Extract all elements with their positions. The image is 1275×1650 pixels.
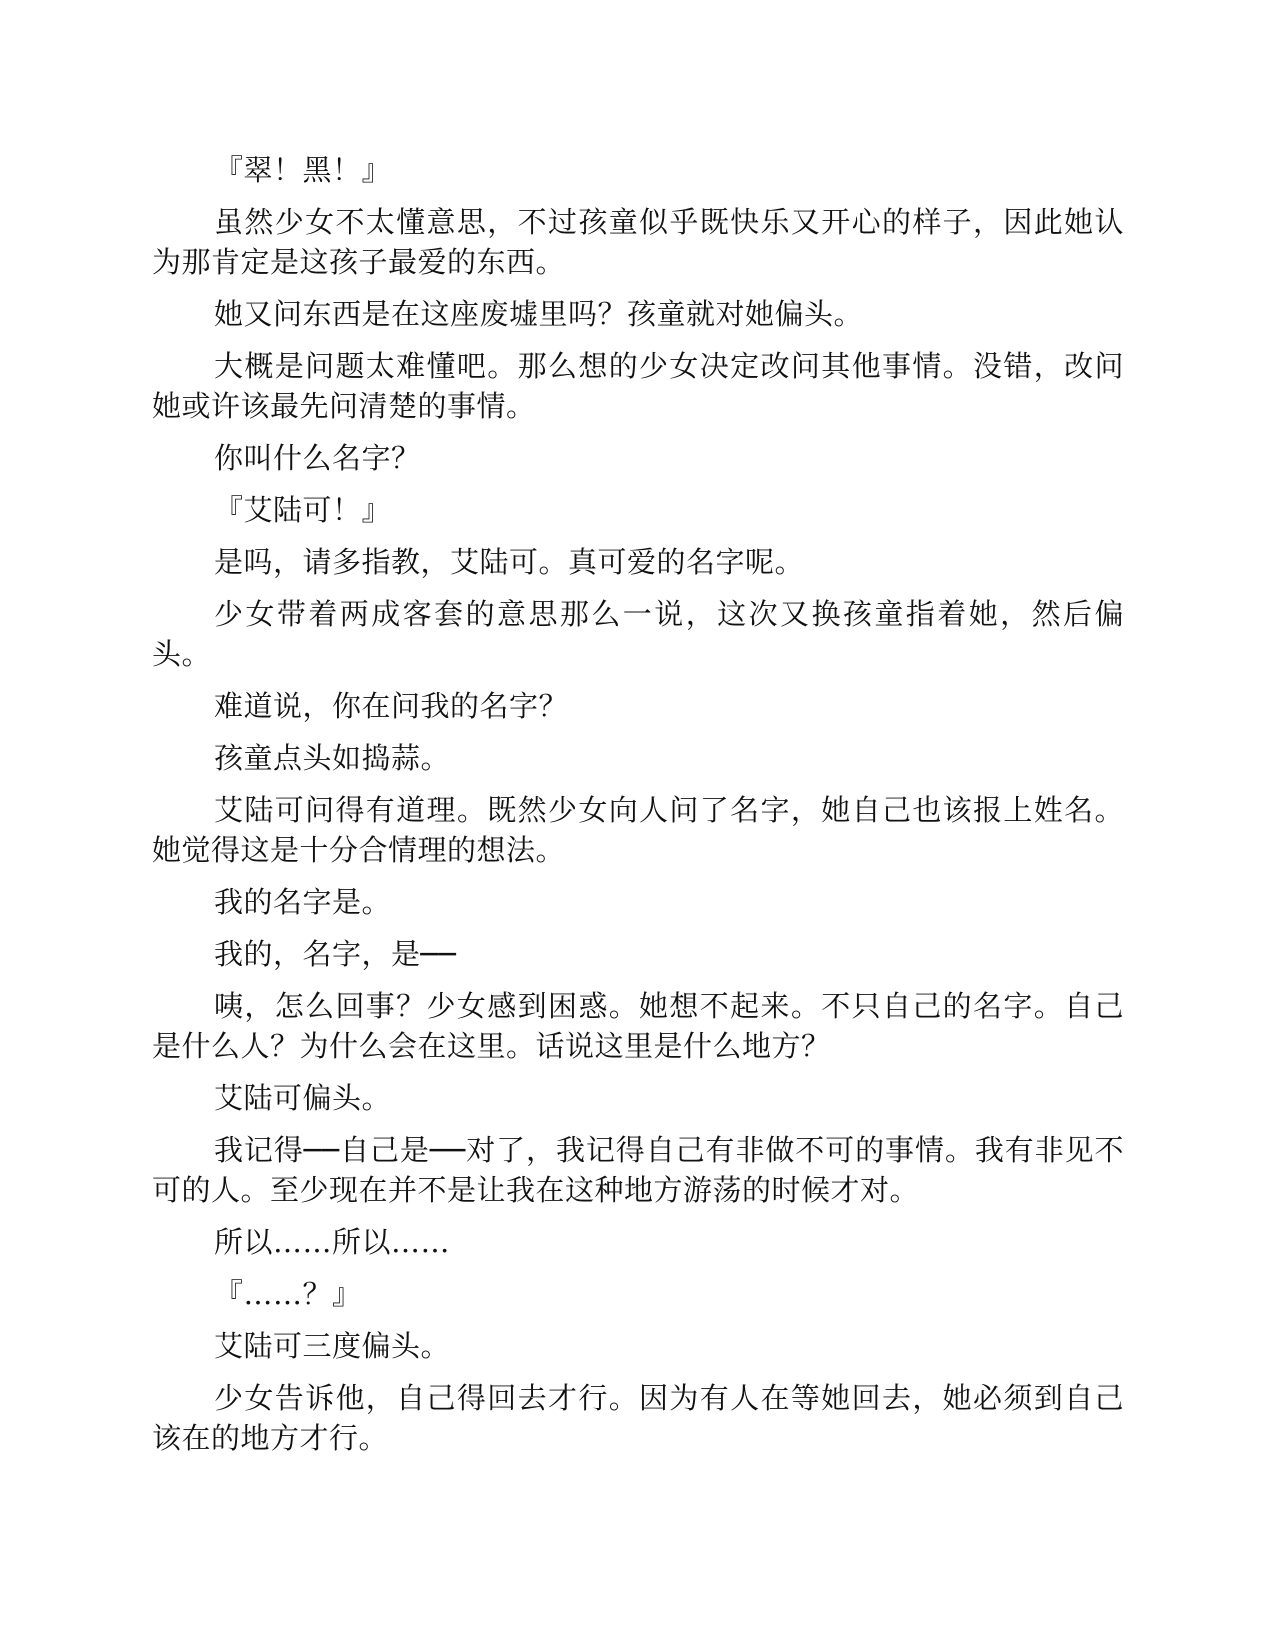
paragraph-8: 少女带着两成客套的意思那么一说，这次又换孩童指着她，然后偏头。 xyxy=(152,597,1124,671)
paragraph-18: 『……？』 xyxy=(214,1277,362,1311)
paragraph-4: 大概是问题太难懂吧。那么想的少女决定改问其他事情。没错，改问她或许该最先问清楚的事情。 xyxy=(152,349,1124,423)
paragraph-2: 虽然少女不太懂意思，不过孩童似乎既快乐又开心的样子，因此她认为那肯定是这孩子最爱的东西。 xyxy=(152,205,1124,279)
paragraph-11: 艾陆可问得有道理。既然少女向人问了名字，她自己也该报上姓名。她觉得这是十分合情理的想法。 xyxy=(152,793,1124,867)
paragraph-13: 我的，名字，是── xyxy=(214,937,457,971)
paragraph-12: 我的名字是。 xyxy=(214,885,392,919)
paragraph-3: 她又问东西是在这座废墟里吗？孩童就对她偏头。 xyxy=(214,297,864,331)
paragraph-10: 孩童点头如捣蒜。 xyxy=(214,741,451,775)
paragraph-1: 『翠！黑！』 xyxy=(214,153,392,187)
paragraph-9: 难道说，你在问我的名字？ xyxy=(214,689,569,723)
paragraph-14: 咦，怎么回事？少女感到困惑。她想不起来。不只自己的名字。自己是什么人？为什么会在这里。话说这里是什么地方？ xyxy=(152,989,1124,1063)
paragraph-7: 是吗，请多指教，艾陆可。真可爱的名字呢。 xyxy=(214,545,805,579)
paragraph-20: 少女告诉他，自己得回去才行。因为有人在等她回去，她必须到自己该在的地方才行。 xyxy=(152,1381,1124,1455)
paragraph-5: 你叫什么名字？ xyxy=(214,441,421,475)
paragraph-15: 艾陆可偏头。 xyxy=(214,1081,392,1115)
paragraph-16: 我记得──自己是──对了，我记得自己有非做不可的事情。我有非见不可的人。至少现在并不是让我在这种地方游荡的时候才对。 xyxy=(152,1133,1124,1207)
body-text xyxy=(152,150,1124,1470)
paragraph-19: 艾陆可三度偏头。 xyxy=(214,1329,451,1363)
paragraph-6: 『艾陆可！』 xyxy=(214,493,392,527)
paragraph-17: 所以……所以…… xyxy=(214,1225,451,1259)
